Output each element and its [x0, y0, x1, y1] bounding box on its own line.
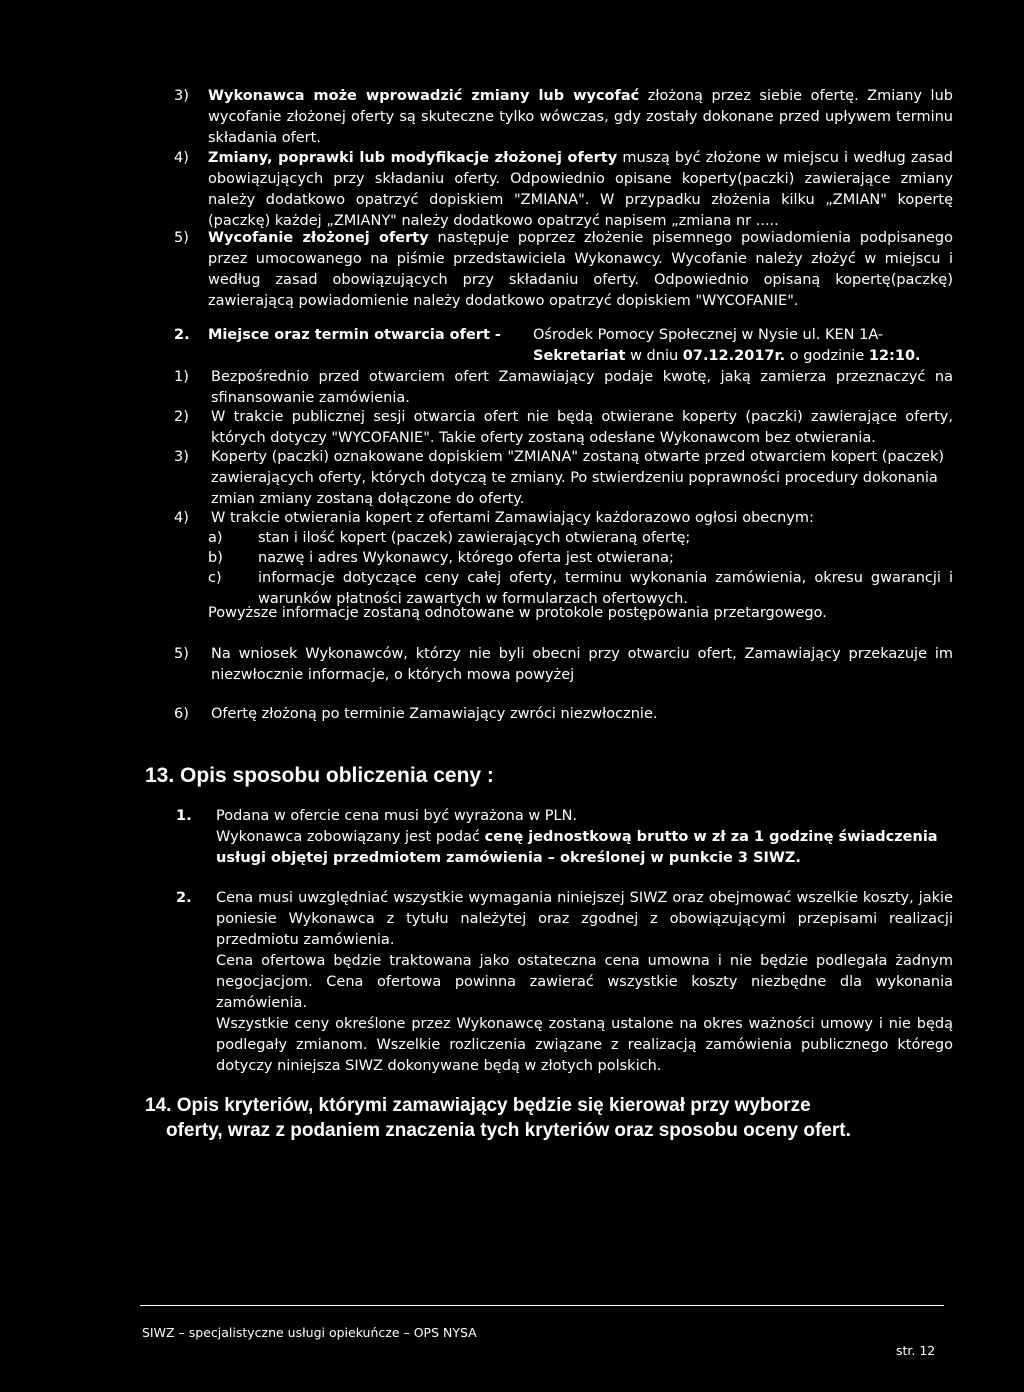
bold-lead: Wykonawca może wprowadzić zmiany lub wycofać — [208, 88, 640, 104]
price-final-text: Cena ofertowa będzie traktowana jako ostateczna cena umowna i nie będzie podlegała żadnym negocjacjom. Cena ofertowa powinna zawierać wszystkie koszty niezbędne dla wykonania zamówienia. — [216, 953, 953, 1011]
opening-item-4: W trakcie otwierania kopert z ofertami Zamawiający każdorazowo ogłosi obecnym: — [211, 510, 814, 526]
paragraph-text: następuje poprzez złożenie pisemnego powiadomienia podpisanego przez umocowanego na piśmie przedstawiciela Wykonawcy. Wycofanie należy złożyć w miejscu i według zasad obowiązujących przy składaniu oferty. Odpowiednio opisaną kopertę(paczkę) zawierającą powiadomienie należy dodatkowo opatrzyć dopiskiem "WYCOFANIE". — [208, 230, 953, 309]
secretariat-label: Sekretariat — [533, 348, 626, 364]
unit-price-requirement — [216, 827, 953, 869]
opening-date-line — [533, 346, 953, 367]
bold-lead: Wycofanie złożonej oferty — [208, 230, 429, 246]
sub-item-letter: b) — [208, 550, 223, 566]
sub-item-c: informacje dotyczące ceny całej oferty, terminu wykonania zamówienia, okresu gwarancji i warunków płatności zawartych w formularzach ofertowych. — [258, 570, 953, 607]
requirement-lead: Wykonawca zobowiązany jest podać — [216, 829, 485, 845]
price-scope-text: Cena musi uwzględniać wszystkie wymagania niniejszej SIWZ oraz obejmować wszelkie koszty, jakie poniesie Wykonawca z tytułu należytej oraz zgodnej z obowiązującymi przepisami realizacji przedmiotu zamówienia. — [216, 890, 953, 948]
opening-item-6: Ofertę złożoną po terminie Zamawiający zwróci niezwłocznie. — [211, 706, 658, 722]
item-number: 6) — [174, 706, 189, 722]
section-14-heading-line-2: oferty, wraz z podaniem znaczenia tych kryteriów oraz sposobu oceny ofert. — [166, 1120, 851, 1141]
page-number: str. 12 — [896, 1343, 936, 1358]
paragraph-text: złożoną przez siebie ofertę. Zmiany lub wycofanie złożonej oferty są skuteczne tylko wówczas, gdy zostały dokonane przed upływem terminu składania ofert. — [208, 88, 953, 146]
paragraph-changes-withdraw — [208, 86, 953, 149]
bold-lead: Zmiany, poprawki lub modyfikacje złożonej oferty — [208, 150, 618, 166]
opening-item-3: Koperty (paczki) oznakowane dopiskiem "ZMIANA" zostaną otwarte przed otwarciem kopert (paczek) zawierających oferty, których dotyczą te zmiany. Po stwierdzeniu poprawności procedury dokonania zmian zmiany zostaną dołączone do oferty. — [211, 449, 945, 507]
price-validity-text: Wszystkie ceny określone przez Wykonawcę zostaną ustalone na okres ważności umowy i nie będą podlegały zmianom. Wszelkie rozliczenia związane z realizacją zamówienia publicznego którego dotyczy niniejsza SIWZ dokonywane będą w złotych polskich. — [216, 1016, 953, 1074]
footer-divider — [140, 1305, 944, 1306]
paragraph-withdrawal — [208, 228, 953, 312]
opening-time: 12:10. — [868, 348, 921, 364]
sub-item-a: stan i ilość kopert (paczek) zawierających otwieraną ofertę; — [258, 530, 691, 546]
opening-date: 07.12.2017r. — [682, 348, 786, 364]
opening-item-2: W trakcie publicznej sesji otwarcia ofert nie będą otwierane koperty (paczki) zawierające oferty, których dotyczy "WYCOFANIE". Takie oferty zostaną odesłane Wykonawcom bez otwierania. — [211, 409, 953, 446]
item-number: 3) — [174, 88, 189, 104]
sub-item-letter: a) — [208, 530, 223, 546]
place-text: Ośrodek Pomocy Społecznej w Nysie ul. KEN 1A- — [533, 327, 884, 343]
in-day-text: w dniu — [625, 348, 683, 364]
paragraph-text: muszą być złożone w miejscu i według zasad obowiązujących przy składaniu oferty. Odpowiednio opisane koperty(paczki) zawierające zmiany należy dodatkowo opatrzyć dopiskiem "ZMIANA". W przypadku złożenia kilku „ZMIAN" kopertę (paczkę) każdej „ZMIANY" należy dodatkowo opatrzyć napisem „zmiana nr ..... — [208, 150, 953, 229]
item-number: 4) — [174, 510, 189, 526]
paragraph-changes-modifications — [208, 148, 953, 232]
item-number: 2. — [176, 890, 192, 906]
item-number: 1. — [176, 808, 192, 824]
section-13-heading: 13. Opis sposobu obliczenia ceny : — [145, 764, 494, 787]
price-currency-paragraph — [216, 806, 953, 869]
opening-item-1: Bezpośrednio przed otwarciem ofert Zamawiający podaje kwotę, jaką zamierza przeznaczyć na sfinansowanie zamówienia. — [211, 369, 953, 406]
item-number: 5) — [174, 646, 189, 662]
item-number: 2) — [174, 409, 189, 425]
sub-item-letter: c) — [208, 570, 222, 586]
currency-line: Podana w ofercie cena musi być wyrażona w PLN. — [216, 808, 578, 824]
requirement-bold: cenę jednostkową brutto w zł za 1 godzinę świadczenia usługi objętej przedmiotem zamówienia – określonej w punkcie 3 SIWZ. — [216, 829, 938, 866]
opening-item-5: Na wniosek Wykonawców, którzy nie byli obecni przy otwarciu ofert, Zamawiający przekazuje im niezwłocznie informacje, o których mowa powyżej — [211, 646, 953, 683]
item-number: 1) — [174, 369, 189, 385]
section-14-heading-line-1: 14. Opis kryteriów, którymi zamawiający będzie się kierował przy wyborze — [145, 1095, 811, 1116]
at-hour-text: o godzinie — [785, 348, 869, 364]
footer-document-title: SIWZ – specjalistyczne usługi opiekuńcze – OPS NYSA — [142, 1325, 477, 1340]
opening-place — [533, 325, 953, 367]
item-number: 4) — [174, 150, 189, 166]
item-number: 5) — [174, 230, 189, 246]
sub-item-b: nazwę i adres Wykonawcy, którego oferta jest otwierana; — [258, 550, 674, 566]
section-number: 2. — [174, 327, 190, 343]
price-scope-paragraph — [216, 888, 953, 1077]
protocol-note: Powyższe informacje zostaną odnotowane w protokole postępowania przetargowego. — [208, 605, 827, 621]
opening-title: Miejsce oraz termin otwarcia ofert - — [208, 327, 501, 343]
item-number: 3) — [174, 449, 189, 465]
